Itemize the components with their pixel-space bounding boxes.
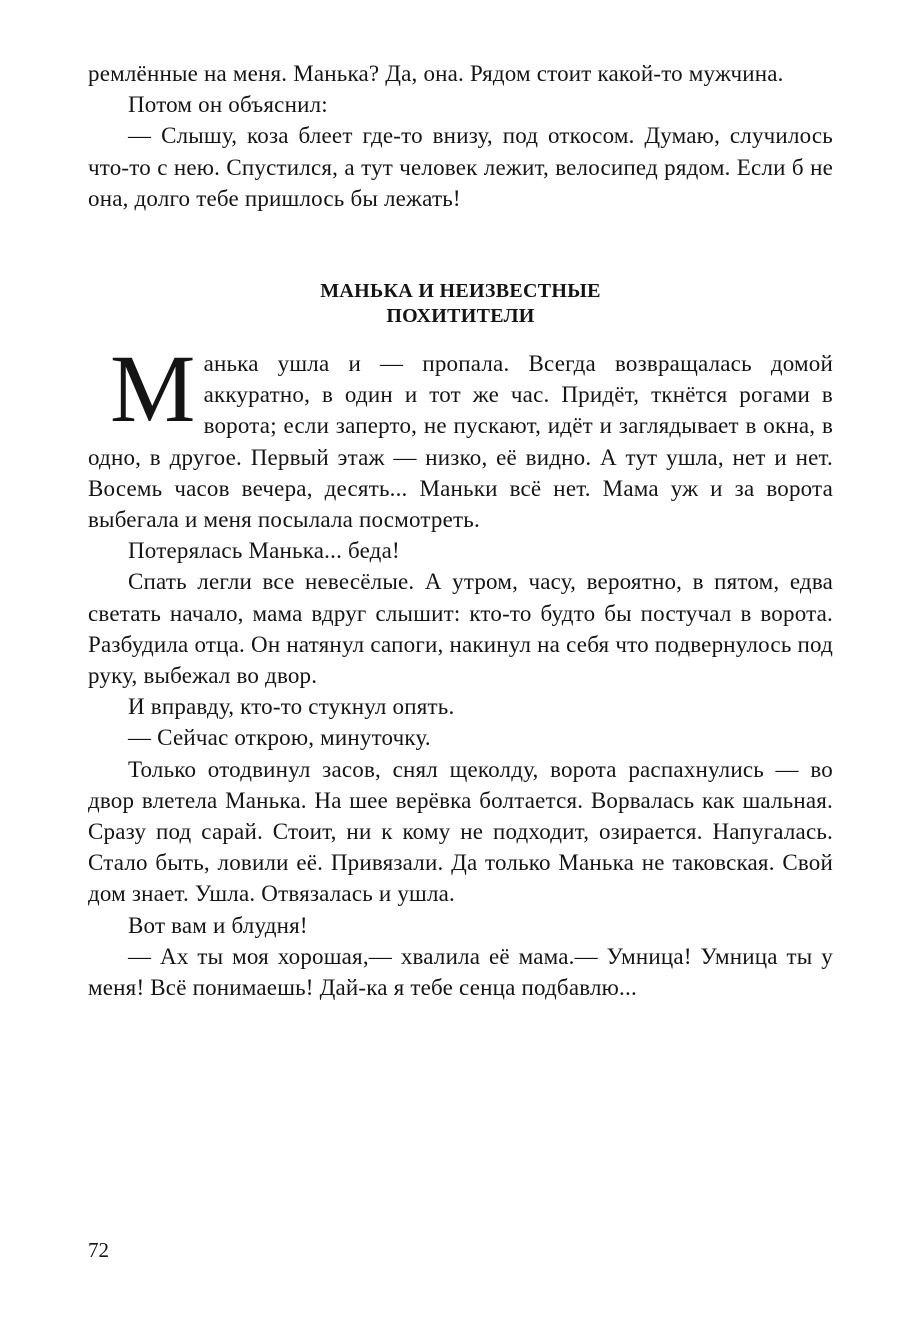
chapter-title-line-1: МАНЬКА И НЕИЗВЕСТНЫЕ [320, 280, 601, 303]
paragraph: И вправду, кто-то стукнул опять. [128, 694, 455, 720]
paragraph: — Сейчас открою, минуточку. [128, 725, 431, 751]
first-paragraph [88, 335, 833, 535]
paragraph-continued: ремлённые на меня. Манька? Да, она. Рядом стоит какой-то мужчина. [88, 61, 784, 86]
chapter-title-line-2: ПОХИТИТЕЛИ [386, 305, 535, 328]
paragraph: — Слышу, коза блеет где-то внизу, под откосом. Думаю, случилось что-то с нею. Спустился, а тут человек лежит, велосипед рядом. Если б не она, долго тебе пришлось бы лежать! [88, 123, 833, 211]
paragraph: Потерялась Манька... беда! [128, 538, 400, 564]
drop-cap: М [110, 335, 196, 443]
paragraph: Потом он объяснил: [128, 92, 328, 118]
paragraph: — Ах ты моя хорошая,— хвалила её мама.— Умница! Умница ты у меня! Всё понимаешь! Дай-ка я тебе сенца подбавлю... [88, 943, 833, 1001]
paragraph: Вот вам и блудня! [128, 912, 308, 938]
paragraph: Только отодвинул засов, снял щеколду, ворота распахнулись — во двор влетела Манька. На шее верёвка болтается. Ворвалась как шальная. Сразу под сарай. Стоит, ни к кому не подходит, озирается. Напугалась. Стало быть, ловили её. Привязали. Да только Манька не таковская. Свой дом знает. Ушла. Отвязалась и ушла. [88, 756, 833, 907]
first-paragraph-text: анька ушла и — пропала. Всегда возвращалась домой аккуратно, в один и тот же час. Придёт, ткнётся рогами в ворота; если заперто, не пускают, идёт и заглядывает в окна, в одно, в другое. Первый этаж — низко, её видно. А тут ушла, нет и нет. Восемь часов вечера, десять... Маньки всё нет. Мама уж и за ворота выбегала и меня посылала посмотреть. [88, 351, 833, 533]
chapter-title [88, 279, 833, 329]
paragraph: Спать легли все невесёлые. А утром, часу, вероятно, в пятом, едва светать начало, мама вдруг слышит: кто-то будто бы постучал в ворота. Разбудила отца. Он натянул сапоги, накинул на себя что подвернулось под руку, выбежал во двор. [88, 569, 833, 689]
page-text [88, 58, 833, 1003]
page-number: 72 [88, 1238, 109, 1262]
